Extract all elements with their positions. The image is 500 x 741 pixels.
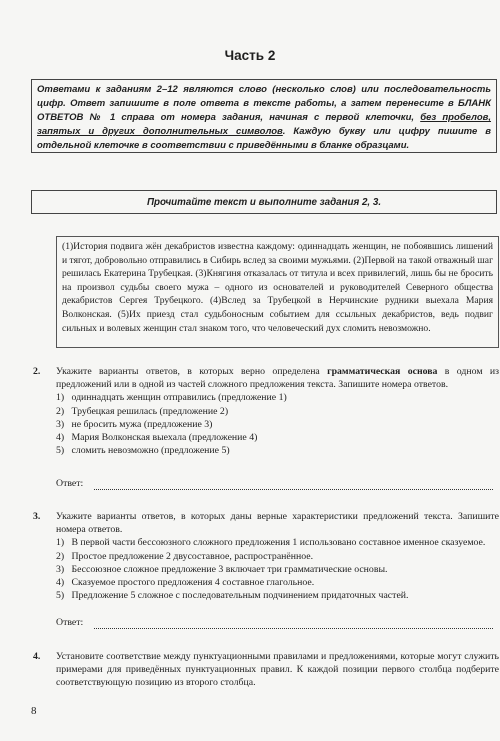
task-question	[56, 365, 499, 391]
task-question-text-end: в одном из предложений или в одной из частей сложного предложения текста. Запишите номера ответов.	[56, 366, 500, 391]
answer-option	[56, 391, 499, 404]
task-question: Укажите варианты ответов, в которых даны верные характеристики предложений текста. Запишите номера ответов.	[56, 511, 499, 536]
option-text: Трубецкая решилась (предложение 2)	[71, 405, 229, 417]
task-number: 3.	[33, 511, 41, 522]
option-text: Мария Волконская выехала (предложение 4)	[71, 432, 258, 444]
instructions-text-end: . Каждую букву или цифру пишите в отдельной клеточке в соответствии с приведёнными в бланке образцами.	[37, 126, 491, 151]
page-number: 8	[31, 705, 37, 717]
option-text: Простое предложение 2 двусоставное, распространённое.	[71, 550, 314, 562]
option-text: не бросить мужа (предложение 3)	[71, 418, 213, 430]
task-number: 4.	[33, 651, 41, 662]
answer-option	[56, 418, 499, 431]
task-number: 2.	[33, 366, 41, 377]
answer-field-task-2[interactable]	[56, 478, 499, 489]
option-number: 1)	[56, 392, 65, 404]
answer-option	[56, 589, 499, 602]
answer-option	[56, 550, 499, 563]
option-number: 3)	[56, 563, 65, 575]
option-text: Предложение 5 сложное с последовательным подчинением придаточных частей.	[71, 590, 409, 602]
answer-option	[56, 563, 499, 576]
option-text: сломить невозможно (предложение 5)	[71, 445, 230, 457]
answer-label: Ответ:	[56, 478, 84, 489]
answer-label: Ответ:	[56, 617, 84, 628]
reading-text: (1)История подвига жён декабристов известна каждому: одиннадцать женщин, не побоявшись лишений и тягот, добровольно отправились в Сибирь вслед за своими мужьями. (2)Первой на такой отважный шаг решилась Екатерина Трубецкая. (3)Княгиня отказалась от титула и всех привилегий, лишь бы не бросить на произвол судьбы своего мужа – одного из основателей и руководителей Северного общества декабристов Сергея Трубецкого. (4)Вслед за Трубецкой в Нерчинские рудники выехала Мария Волконская. (5)Их приезд стал судьбоносным событием для ссыльных декабристов, ведь подвиг сильных и волевых женщин стал знаком того, что человеческий дух сломить невозможно.	[62, 241, 493, 334]
option-number: 3)	[56, 418, 65, 430]
instructions-box	[31, 79, 497, 153]
instructions-text: Ответами к заданиям 2–12 являются слово (несколько слов) или последовательность цифр. Ответ запишите в поле ответа в тексте работы, а затем перенесите в БЛАНК ОТВЕТОВ № 1 справа от номера задания, начиная с первой клеточки,	[37, 84, 491, 123]
answer-field-task-3[interactable]	[56, 617, 499, 628]
option-text: В первой части бессоюзного сложного предложения 1 использовано составное именное сказуемое.	[71, 537, 486, 549]
page-title: Часть 2	[224, 48, 276, 63]
option-number: 2)	[56, 550, 65, 562]
instructions-underlined: без пробелов, запятых и других дополнительных символов	[37, 112, 492, 137]
option-number: 4)	[56, 432, 65, 444]
answer-option	[56, 405, 499, 418]
option-number: 5)	[56, 590, 65, 602]
answer-line[interactable]	[94, 489, 493, 490]
answer-option	[56, 536, 499, 549]
task-question-text: Укажите варианты ответов, в которых верно определена	[56, 366, 328, 377]
answer-option	[56, 444, 499, 457]
answer-line[interactable]	[94, 628, 493, 629]
answer-option	[56, 431, 499, 444]
option-number: 1)	[56, 537, 65, 549]
reading-text-box	[56, 236, 499, 348]
option-number: 2)	[56, 405, 65, 417]
read-prompt-box	[31, 190, 497, 214]
option-text: Сказуемое простого предложения 4 составное глагольное.	[71, 577, 315, 589]
option-number: 5)	[56, 445, 65, 457]
task-question-bold: грамматическая основа	[327, 366, 438, 377]
option-text: одиннадцать женщин отправились (предложение 1)	[71, 392, 287, 404]
task-question: Установите соответствие между пунктуационными правилами и предложениями, которые могут служить примерами для приведённых пунктуационных правил. К каждой позиции первого столбца подберите соответствующую позицию из второго столбца.	[56, 651, 499, 689]
option-number: 4)	[56, 577, 65, 589]
option-text: Бессоюзное сложное предложение 3 включает три грамматические основы.	[71, 563, 388, 575]
answer-option	[56, 576, 499, 589]
read-prompt: Прочитайте текст и выполните задания 2, 3.	[146, 196, 382, 208]
